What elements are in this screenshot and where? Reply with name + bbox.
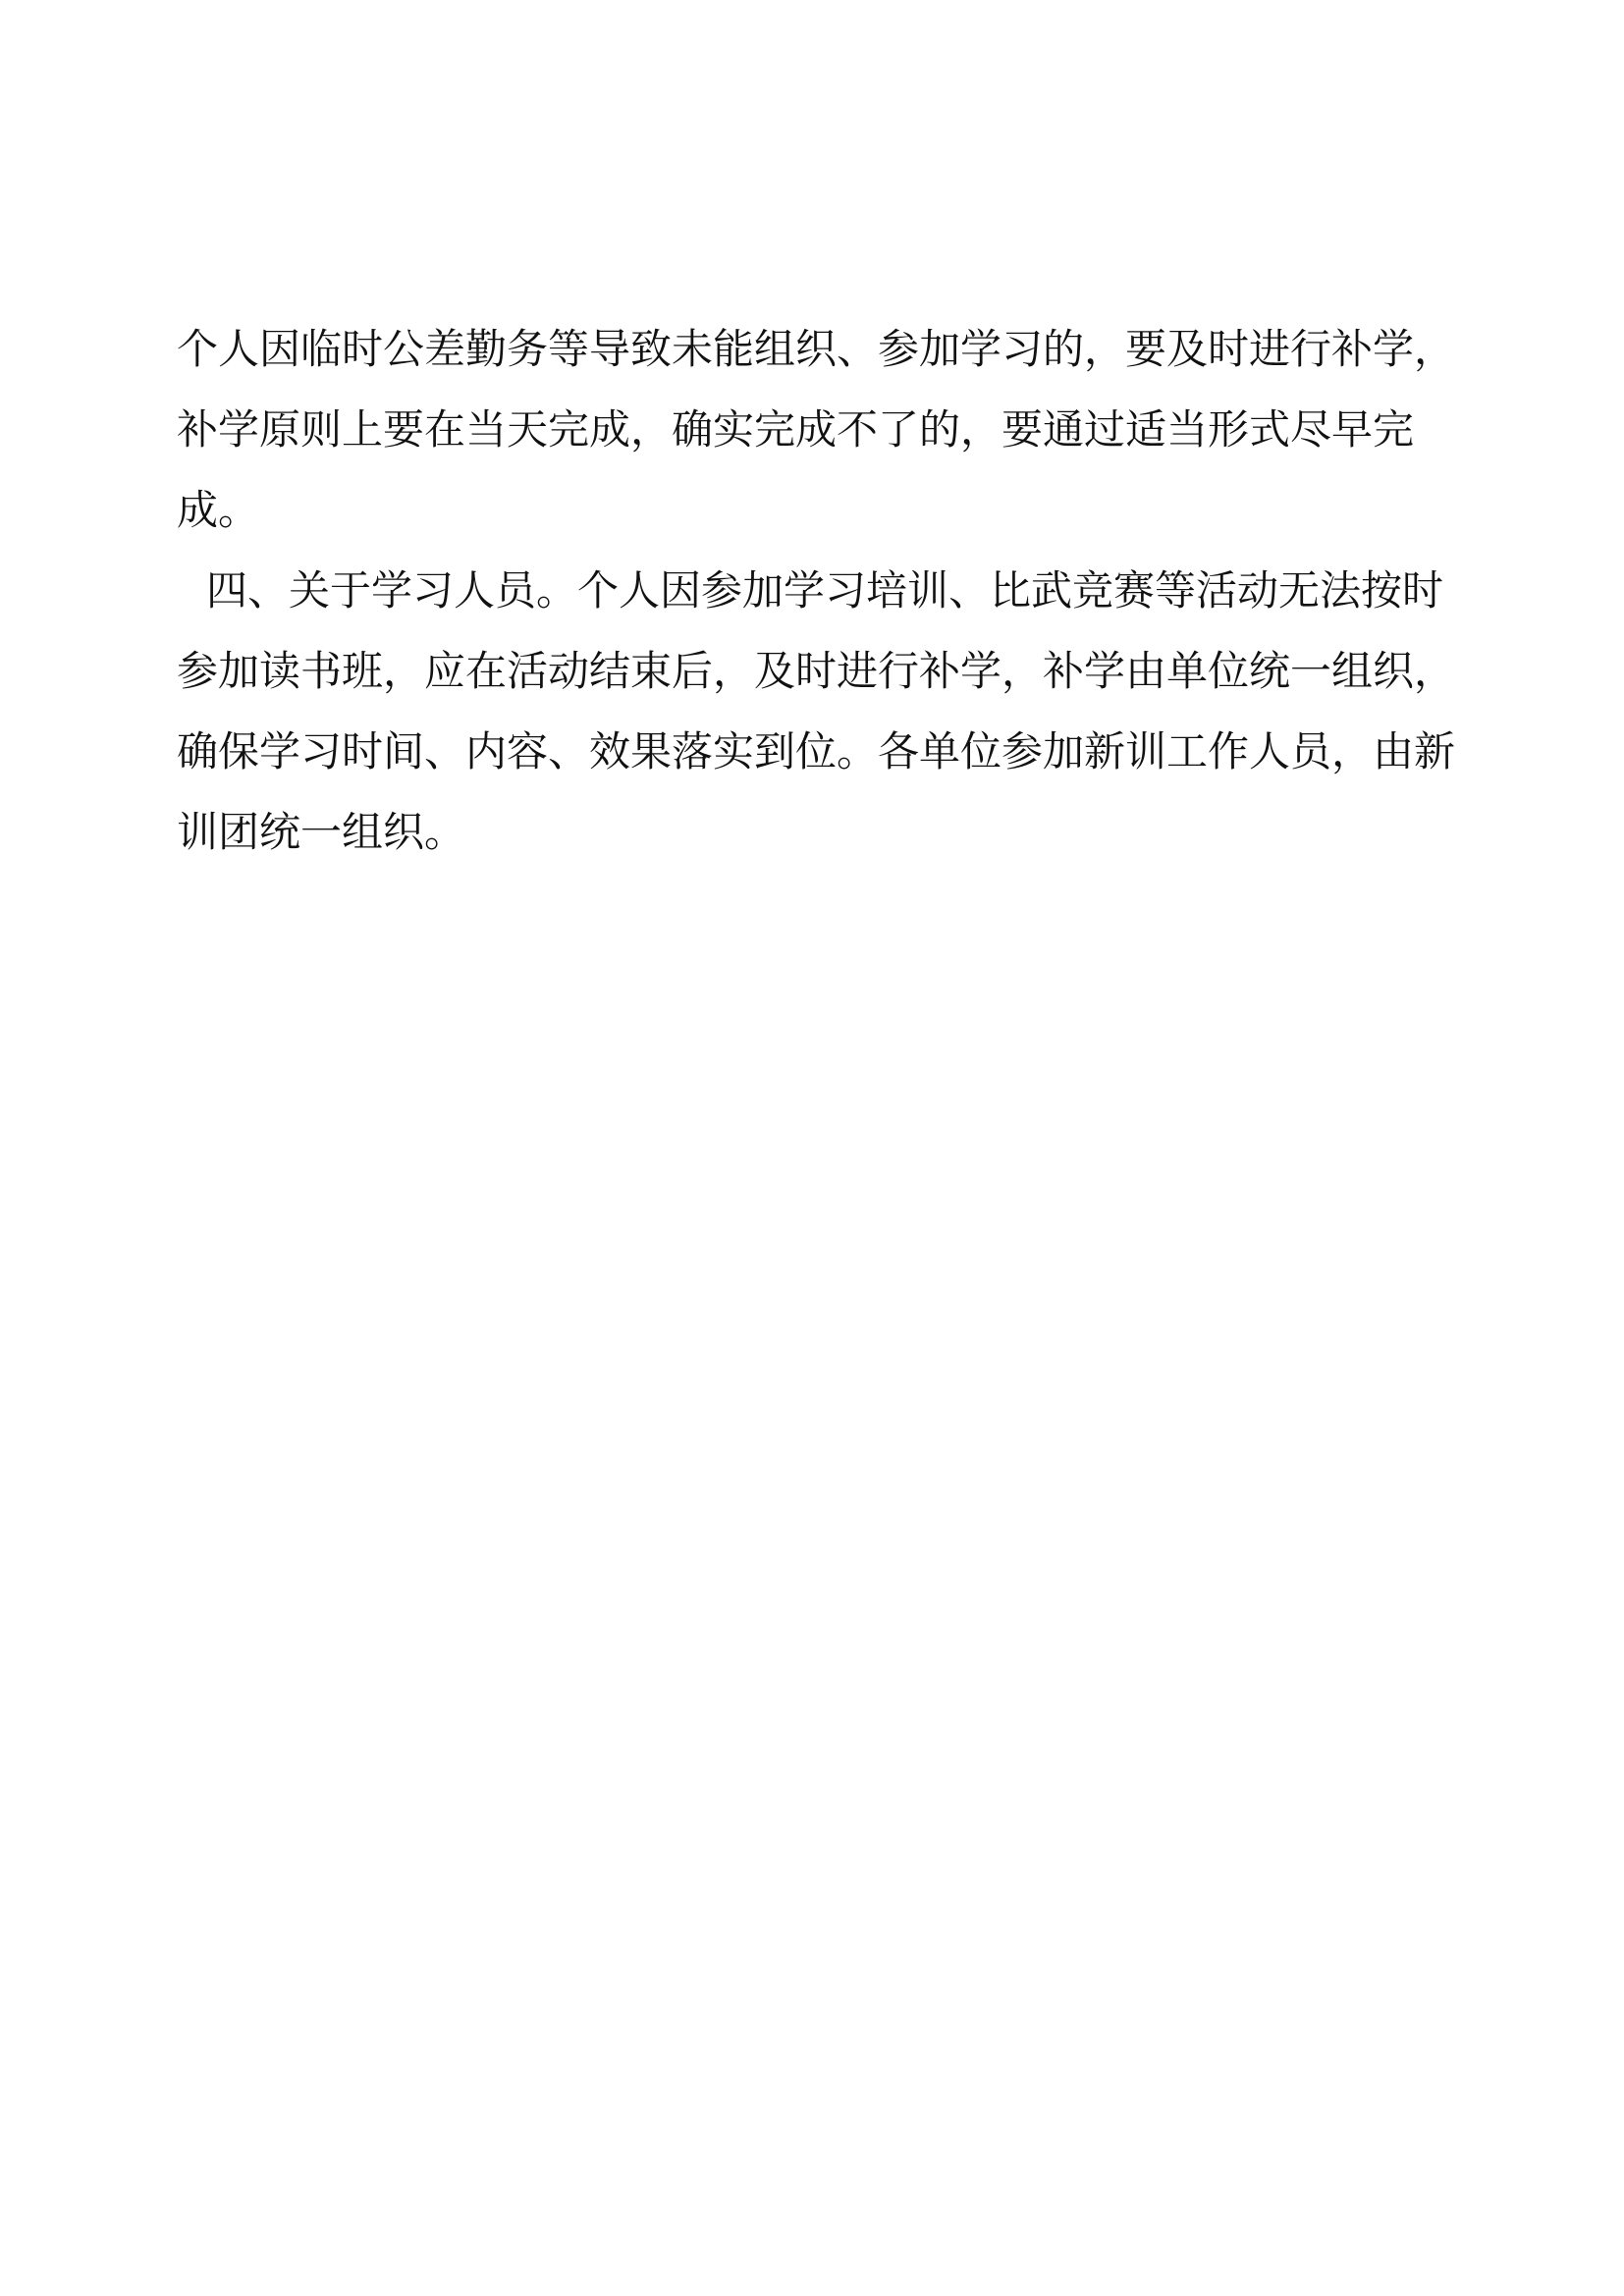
text-line: 成。 <box>177 486 260 534</box>
section-heading-line: 四、关于学习人员。个人因参加学习培训、比武竞赛等活动无法按时 <box>206 566 1444 614</box>
text-line: 确保学习时间、内容、效果落实到位。各单位参加新训工作人员，由新 <box>177 727 1456 775</box>
body-text <box>177 309 1473 873</box>
text-line: 参加读书班，应在活动结束后，及时进行补学，补学由单位统一组织， <box>177 647 1456 695</box>
text-line: 训团统一组织。 <box>177 808 466 856</box>
text-line: 个人因临时公差勤务等导致未能组织、参加学习的，要及时进行补学， <box>177 325 1456 373</box>
text-line: 补学原则上要在当天完成，确实完成不了的，要通过适当形式尽早完 <box>177 405 1415 454</box>
